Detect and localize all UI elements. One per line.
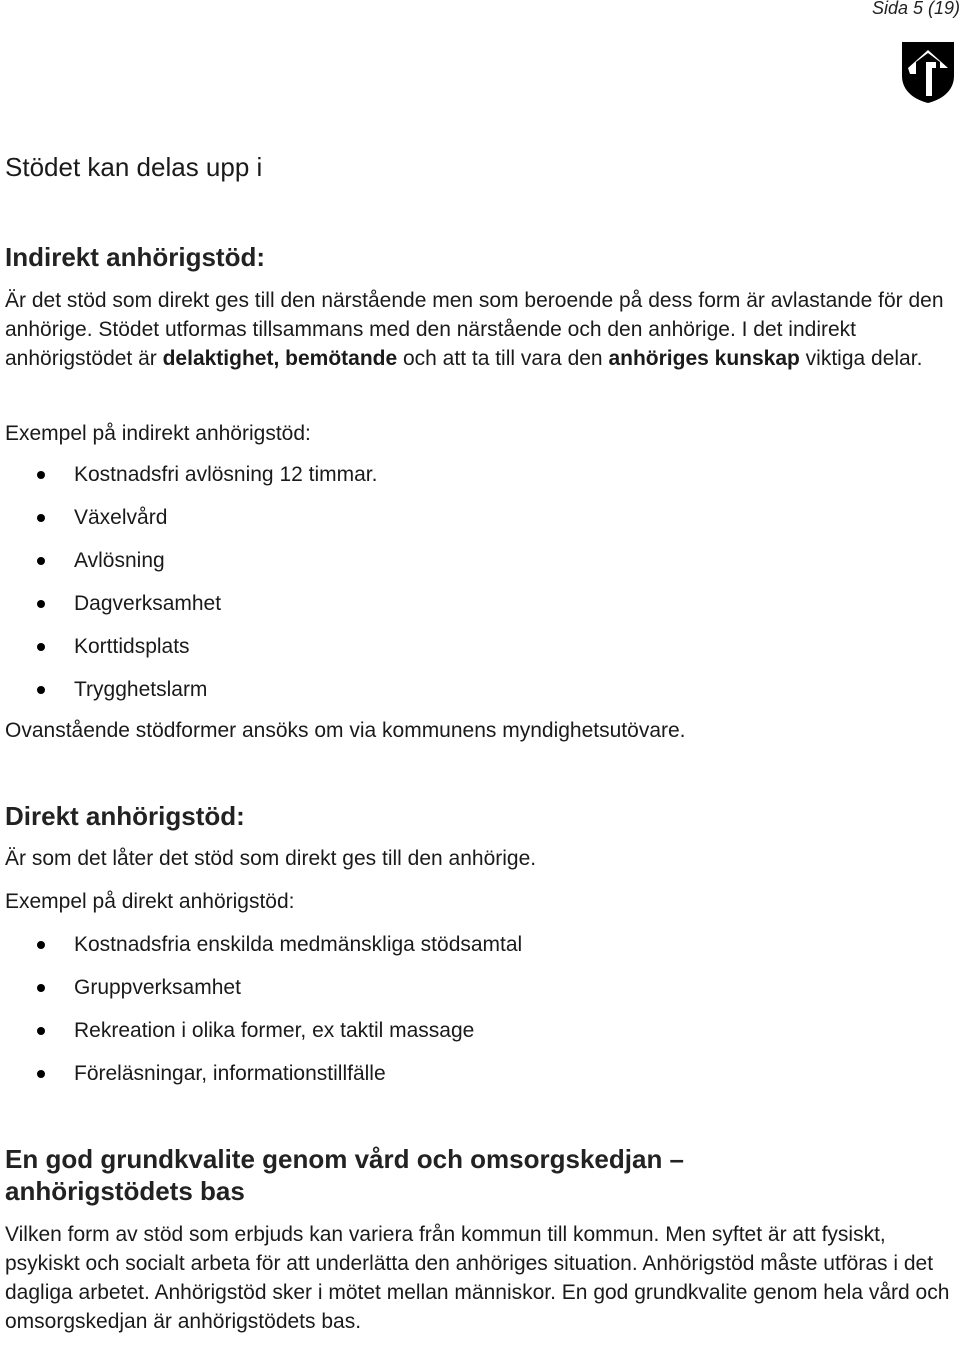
quality-description: Vilken form av stöd som erbjuds kan variera från kommun till kommun. Men syftet är att fysiskt, psykiskt och socialt arbeta för att underlätta den anhöriges situation. Anhörigstöd måste utföras i det dagliga arbetet. Anhörigstöd sker i mötet mellan människor. En god grundkvalite genom hela vård och omsorgskedjan är anhörigstödets bas. xyxy=(5,1223,950,1333)
list-item: Avlösning xyxy=(0,546,377,589)
direct-description: Är som det låter det stöd som direkt ges till den anhörige. xyxy=(5,847,537,870)
list-item: Gruppverksamhet xyxy=(0,973,522,1016)
section-heading-direct: Direkt anhörigstöd: xyxy=(5,801,245,831)
bullet-icon xyxy=(37,686,45,694)
page-number: Sida 5 (19) xyxy=(871,0,960,18)
section-heading-quality: En god grundkvalite genom vård och omsorgskedjan – anhörigstödets bas xyxy=(5,1144,685,1206)
bullet-icon xyxy=(37,514,45,522)
list-item: Korttidsplats xyxy=(0,632,377,675)
indirect-example-list xyxy=(0,460,377,718)
bullet-icon xyxy=(37,941,45,949)
list-item: Rekreation i olika former, ex taktil massage xyxy=(0,1016,522,1059)
list-item: Dagverksamhet xyxy=(0,589,377,632)
list-item: Föreläsningar, informationstillfälle xyxy=(0,1059,522,1102)
intro-text: Stödet kan delas upp i xyxy=(5,152,263,182)
list-item: Trygghetslarm xyxy=(0,675,377,718)
bullet-icon xyxy=(37,1070,45,1078)
bullet-icon xyxy=(37,1027,45,1035)
section-heading-indirect: Indirekt anhörigstöd: xyxy=(5,242,265,272)
direct-example-label: Exempel på direkt anhörigstöd: xyxy=(5,890,295,913)
municipal-coat-of-arms-icon xyxy=(900,40,956,104)
indirect-note: Ovanstående stödformer ansöks om via kommunens myndighetsutövare. xyxy=(5,719,686,742)
indirect-example-label: Exempel på indirekt anhörigstöd: xyxy=(5,422,311,445)
list-item: Kostnadsfri avlösning 12 timmar. xyxy=(0,460,377,503)
bullet-icon xyxy=(37,557,45,565)
direct-example-list xyxy=(0,930,522,1102)
list-item: Växelvård xyxy=(0,503,377,546)
list-item: Kostnadsfria enskilda medmänskliga stödsamtal xyxy=(0,930,522,973)
bullet-icon xyxy=(37,471,45,479)
indirect-description: Är det stöd som direkt ges till den närstående men som beroende på dess form är avlastande för den anhörige. Stödet utformas tillsammans med den närstående och den anhörige. I det indirekt anhörigstödet är delaktighet, bemötande och att ta till vara den anhöriges kunskap viktiga delar. xyxy=(5,289,944,370)
bullet-icon xyxy=(37,643,45,651)
bullet-icon xyxy=(37,984,45,992)
bullet-icon xyxy=(37,600,45,608)
